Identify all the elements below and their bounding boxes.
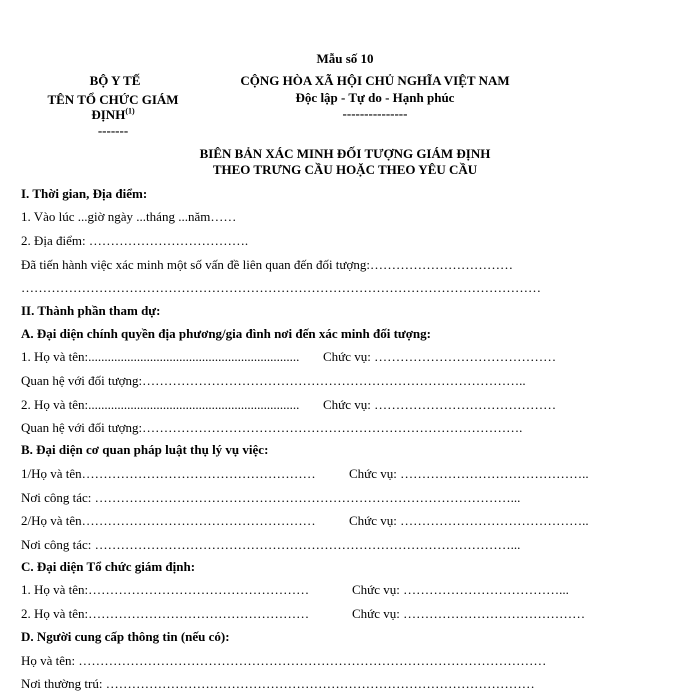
part-c-name1: 1. Họ và tên:…………………………………………… <box>21 582 310 597</box>
verification-line: Đã tiến hành việc xác minh một số vấn đề liên quan đến đối tượng:…………………………… <box>21 257 513 272</box>
part-a-position1: Chức vụ: …………………………………… <box>323 349 557 364</box>
national-motto: Độc lập - Tự do - Hạnh phúc <box>295 90 455 105</box>
document-title-line1: BIÊN BẢN XÁC MINH ĐỐI TƯỢNG GIÁM ĐỊNH <box>199 146 491 161</box>
header-right-divider: --------------- <box>342 106 408 121</box>
part-a-name2: 2. Họ và tên:................................................................. <box>21 397 300 412</box>
section2-heading: II. Thành phần tham dự: <box>21 303 161 318</box>
part-c-position1: Chức vụ: ………………………………... <box>352 582 569 597</box>
section1-heading: I. Thời gian, Địa điểm: <box>21 186 148 201</box>
form-number: Mẫu số 10 <box>316 51 374 66</box>
part-b-heading: B. Đại diện cơ quan pháp luật thụ lý vụ việc: <box>21 442 269 457</box>
part-a-heading: A. Đại diện chính quyền địa phương/gia đình nơi đến xác minh đối tượng: <box>21 326 431 341</box>
part-a-name1: 1. Họ và tên:................................................................. <box>21 349 300 364</box>
part-b-position1: Chức vụ: …………………………………….. <box>349 466 589 481</box>
ministry-name: BỘ Y TẾ <box>89 73 141 88</box>
part-c-name2: 2. Họ và tên:…………………………………………… <box>21 606 310 621</box>
part-a-position2: Chức vụ: …………………………………… <box>323 397 557 412</box>
header-left-divider: ------- <box>97 123 129 138</box>
part-a-relation2: Quan hệ với đối tượng:……………………………………………………………………………. <box>21 420 523 435</box>
part-b-position2: Chức vụ: …………………………………….. <box>349 513 589 528</box>
part-c-heading: C. Đại diện Tổ chức giám định: <box>21 559 196 574</box>
organization-name: TÊN TỔ CHỨC GIÁM <box>47 92 179 107</box>
part-b-workplace1: Nơi công tác: ……………………………………………………………………………………... <box>21 490 521 505</box>
location-line: 2. Địa điểm: ………………………………. <box>21 233 249 248</box>
part-b-name2: 2/Họ và tên……………………………………………… <box>21 513 316 528</box>
nation-name: CỘNG HÒA XÃ HỘI CHỦ NGHĨA VIỆT NAM <box>240 73 510 88</box>
part-b-workplace2: Nơi công tác: ……………………………………………………………………………………... <box>21 537 521 552</box>
verification-continuation-line: ………………………………………………………………………………………………………… <box>21 280 541 295</box>
document-title-line2: THEO TRƯNG CẦU HOẶC THEO YÊU CẦU <box>212 162 478 177</box>
part-d-name: Họ và tên: ……………………………………………………………………………………………… <box>21 653 547 668</box>
part-b-name1: 1/Họ và tên……………………………………………… <box>21 466 316 481</box>
organization-name-line2 <box>38 107 188 123</box>
organization-name-text: ĐỊNH <box>91 107 126 122</box>
part-d-heading: D. Người cung cấp thông tin (nếu có): <box>21 629 230 644</box>
footnote-marker: (1) <box>125 106 135 116</box>
part-a-relation1: Quan hệ với đối tượng:…………………………………………………………………………….. <box>21 373 526 388</box>
part-d-residence: Nơi thường trú: ……………………………………………………………………………………… <box>21 676 535 691</box>
time-line: 1. Vào lúc ...giờ ngày ...tháng ...năm…… <box>21 209 237 224</box>
part-c-position2: Chức vụ: …………………………………… <box>352 606 586 621</box>
